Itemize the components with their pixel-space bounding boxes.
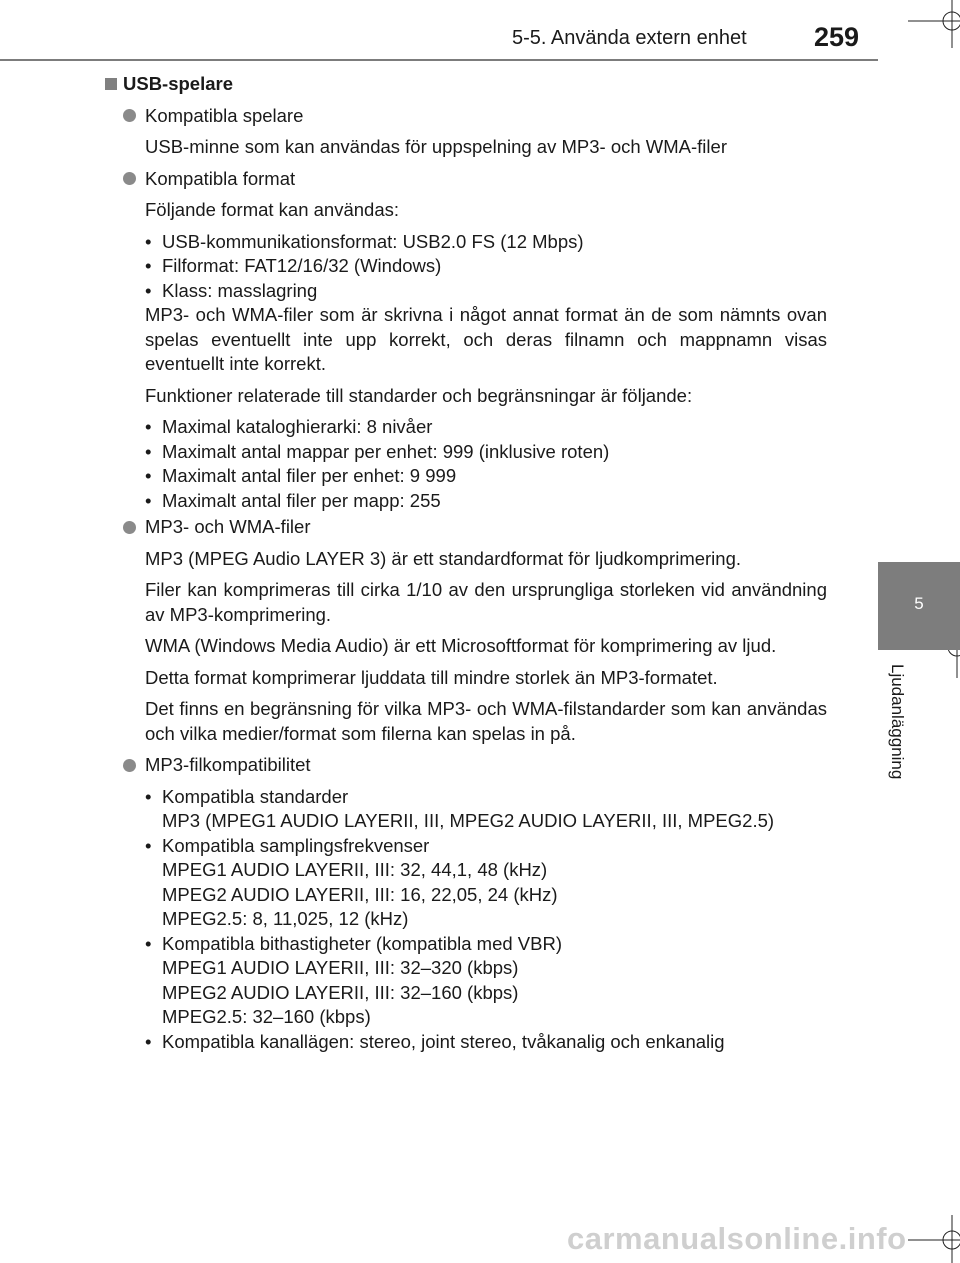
chapter-tab	[878, 562, 960, 650]
paragraph: Följande format kan användas:	[145, 199, 400, 220]
paragraph: Filer kan komprimeras till cirka 1/10 av den ursprungliga storleken vid användning av MP3-komprimering.	[145, 579, 827, 625]
watermark-text: carmanualsonline.info	[567, 1221, 907, 1256]
list-item	[145, 834, 827, 932]
list-item: • Maximalt antal mappar per enhet: 999 (inklusive roten)	[145, 440, 827, 465]
list-item: • Klass: masslagring	[145, 279, 827, 304]
paragraph: MP3- och WMA-filer som är skrivna i något annat format än de som nämnts ovan spelas eventuellt inte upp korrekt, och deras filnamn och mappnamn visas eventuellt inte korrekt.	[145, 304, 827, 374]
bullet-list	[145, 785, 827, 1055]
list-item	[145, 932, 827, 1030]
registration-mark-icon	[908, 0, 960, 48]
list-item-line: MPEG1 AUDIO LAYERII, III: 32, 44,1, 48 (kHz)	[162, 859, 548, 880]
circle-bullet-icon	[123, 172, 136, 185]
list-item-line: MPEG2.5: 32–160 (kbps)	[162, 1006, 371, 1027]
list-item: • USB-kommunikationsformat: USB2.0 FS (12 Mbps)	[145, 230, 827, 255]
page-content	[105, 72, 827, 1054]
list-item: • Maximalt antal filer per enhet: 9 999	[145, 464, 827, 489]
subsection-heading-text: MP3-filkompatibilitet	[145, 754, 311, 775]
list-item-title: • Kompatibla standarder	[162, 785, 349, 807]
list-item: • Maximalt antal filer per mapp: 255	[145, 489, 827, 514]
circle-bullet-icon	[123, 759, 136, 772]
paragraph: Funktioner relaterade till standarder och begränsningar är följande:	[145, 384, 693, 406]
page-number: 259	[814, 22, 860, 52]
bullet-list	[145, 230, 827, 304]
paragraph: USB-minne som kan användas för uppspelning av MP3- och WMA-filer	[145, 136, 727, 157]
paragraph: Detta format komprimerar ljuddata till mindre storlek än MP3-formatet.	[145, 666, 718, 688]
list-item-line: MPEG1 AUDIO LAYERII, III: 32–320 (kbps)	[162, 957, 519, 978]
list-item-line: MPEG2 AUDIO LAYERII, III: 32–160 (kbps)	[162, 981, 519, 1003]
section-title	[105, 72, 827, 97]
list-item-title: • Kompatibla samplingsfrekvenser	[162, 834, 430, 856]
subsection-heading-text: MP3- och WMA-filer	[145, 516, 311, 537]
list-item: • Filformat: FAT12/16/32 (Windows)	[145, 254, 827, 279]
list-item-title: • Kompatibla bithastigheter (kompatibla med VBR)	[162, 932, 562, 954]
chapter-label: Ljudanläggning	[888, 664, 907, 780]
list-item-line: MPEG2 AUDIO LAYERII, III: 16, 22,05, 24 (kHz)	[162, 883, 558, 905]
paragraph: WMA (Windows Media Audio) är ett Microsoftformat för komprimering av ljud.	[145, 635, 777, 656]
paragraph: MP3 (MPEG Audio LAYER 3) är ett standardformat för ljudkomprimering.	[145, 547, 742, 569]
subsection-heading-text: Kompatibla spelare	[145, 104, 304, 126]
list-item: • Maximal kataloghierarki: 8 nivåer	[145, 415, 827, 440]
section-title-text: USB-spelare	[123, 73, 234, 94]
paragraph: Det finns en begränsning för vilka MP3- och WMA-filstandarder som kan användas och vilka medier/format som filerna kan spelas in på.	[145, 698, 827, 744]
circle-bullet-icon	[123, 109, 136, 122]
list-item-line: MP3 (MPEG1 AUDIO LAYERII, III, MPEG2 AUDIO LAYERII, III, MPEG2.5)	[162, 810, 775, 831]
list-item-title: • Kompatibla kanallägen: stereo, joint stereo, tvåkanalig och enkanalig	[162, 1030, 725, 1052]
subsection-heading	[123, 515, 827, 540]
circle-bullet-icon	[123, 521, 136, 534]
subsection-heading-text: Kompatibla format	[145, 167, 296, 189]
chapter-number: 5	[914, 594, 924, 613]
list-item	[145, 1030, 827, 1055]
registration-mark-icon	[908, 1215, 960, 1263]
bullet-list	[145, 415, 827, 513]
header-section-title: 5-5. Använda extern enhet	[512, 27, 747, 49]
list-item-line: MPEG2.5: 8, 11,025, 12 (kHz)	[162, 908, 409, 929]
subsection-heading	[123, 104, 827, 129]
square-bullet-icon	[105, 78, 117, 90]
subsection-heading	[123, 753, 827, 778]
subsection-heading	[123, 167, 827, 192]
list-item	[145, 785, 827, 834]
header-rule	[0, 59, 878, 61]
